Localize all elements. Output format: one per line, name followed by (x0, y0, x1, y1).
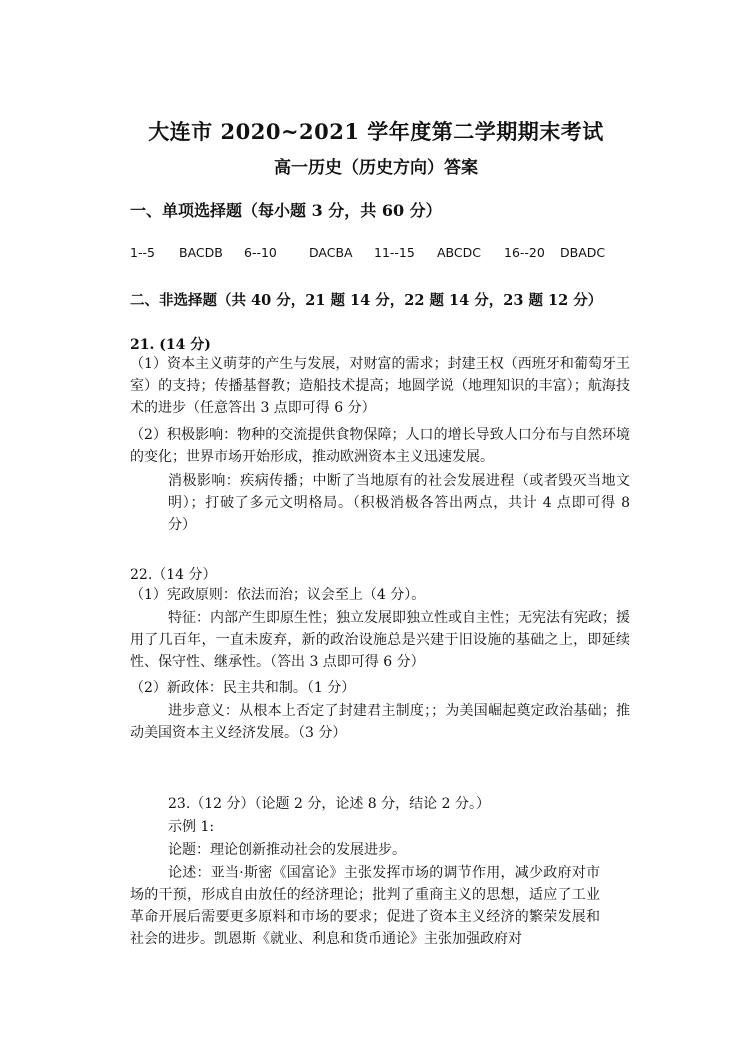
q23-argument: 论述：亚当·斯密《国富论》主张发挥市场的调节作用，减少政府对市场的干预，形成自由放任的经济理论；批判了重商主义的思想，适应了工业革命开展后需要更多原料和市场的要求；促进了资本主义经济的繁荣发展和社会的进步。凯恩斯《就业、利息和货币通论》主张加强政府对 (130, 865, 600, 947)
document-subtitle: 高一历史（历史方向）答案 (274, 158, 478, 178)
question-21-heading: 21. (14 分) (130, 337, 211, 353)
answer-letters: BACDB (179, 245, 223, 260)
question-23-heading: 23.（12 分）（论题 2 分，论述 8 分，结论 2 分。） (168, 796, 490, 812)
answer-letters: ABCDC (437, 245, 481, 260)
q22-part-2: （2）新政体：民主共和制。（1 分） (130, 680, 356, 696)
q22-features: 特征：内部产生即原生性；独立发展即独立性或自主性；无宪法有宪政；援用了几百年，一直未废弃，新的政治设施总是兴建于旧设施的基础之上，即延续性、保守性、继承性。（答出 3 点即可得 6 分） (130, 610, 630, 670)
q23-thesis: 论题：理论创新推动社会的发展进步。 (168, 842, 406, 858)
answer-letters: DBADC (560, 245, 606, 260)
q22-significance: 进步意义：从根本上否定了封建君主制度；；为美国崛起奠定政治基础；推动美国资本主义经济发展。（3 分） (130, 703, 630, 741)
section-2-heading: 二、非选择题（共 40 分，21 题 14 分，22 题 14 分，23 题 12 分） (130, 292, 603, 309)
q23-example-label: 示例 1: (168, 819, 215, 835)
answer-range: 16--20 (504, 245, 545, 260)
q21-part-2: （2）积极影响：物种的交流提供食物保障；人口的增长导致人口分布与自然环境的变化；世界市场开始形成，推动欧洲资本主义迅速发展。 (130, 427, 630, 465)
q21-negative-effects: 消极影响：疾病传播；中断了当地原有的社会发展进程（或者毁灭当地文明）；打破了多元文明格局。（积极消极各答出两点，共计 4 点即可得 8 分） (168, 473, 630, 533)
question-22-heading: 22.（14 分） (130, 567, 217, 583)
document-title: 大连市 2020~2021 学年度第二学期期末考试 (148, 119, 604, 144)
answer-range: 6--10 (244, 245, 277, 260)
answer-range: 1--5 (130, 245, 155, 260)
answer-letters: DACBA (309, 245, 353, 260)
answer-range: 11--15 (374, 245, 415, 260)
section-1-heading: 一、单项选择题（每小题 3 分，共 60 分） (130, 201, 442, 220)
q21-part-1: （1）资本主义萌芽的产生与发展，对财富的需求；封建王权（西班牙和葡萄牙王室）的支持；传播基督教；造船技术提高；地圆学说（地理知识的丰富）；航海技术的进步（任意答出 3 点即可得 6 分） (130, 356, 630, 416)
q22-part-1: （1）宪政原则：依法而治；议会至上（4 分）。 (130, 587, 426, 603)
